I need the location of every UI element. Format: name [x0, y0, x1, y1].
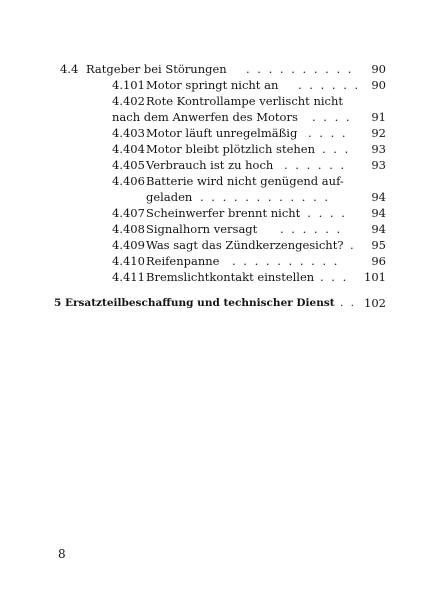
- entry-title: Bremslichtkontakt einstellen: [146, 270, 315, 284]
- entry-number: 4.404: [112, 142, 145, 156]
- entry-number: 4.101: [112, 78, 145, 92]
- page-number: 96: [371, 254, 386, 268]
- page-number: 94: [371, 206, 386, 220]
- page-number: 102: [364, 296, 386, 310]
- page-number: 95: [371, 238, 386, 252]
- leader-dots: . . . . . .: [280, 222, 343, 236]
- leader-dots: . . . . . .: [284, 158, 347, 172]
- leader-dots: .: [350, 238, 356, 252]
- entry-title-continued: nach dem Anwerfen des Motors: [112, 110, 298, 124]
- entry-title: Motor springt nicht an: [146, 78, 279, 92]
- page-number: 90: [371, 78, 386, 92]
- leader-dots: . . . . .: [296, 206, 347, 220]
- entry-number: 4.407: [112, 206, 145, 220]
- entry-title: Reifenpanne: [146, 254, 220, 268]
- entry-title: Motor läuft unregelmäßig: [146, 126, 298, 140]
- entry-number: 4.411: [112, 270, 145, 284]
- entry-number: 4.409: [112, 238, 145, 252]
- page-number: 91: [371, 110, 386, 124]
- entry-number: 4.406: [112, 174, 145, 188]
- leader-dots: . . .: [322, 142, 351, 156]
- section-title: 5 Ersatzteilbeschaffung und technischer Dienst: [54, 297, 335, 309]
- leader-dots: . . .: [320, 270, 349, 284]
- entry-title: Was sagt das Zündkerzengesicht?: [146, 238, 344, 252]
- leader-dots: . . . .: [312, 110, 352, 124]
- entry-number: 4.402: [112, 94, 145, 108]
- page-number: 94: [371, 190, 386, 204]
- leader-dots: . . . . . . . . . .: [246, 62, 354, 76]
- page-number: 101: [364, 270, 386, 284]
- entry-title: Scheinwerfer brennt nicht: [146, 206, 301, 220]
- leader-dots: . . . . . . . . . .: [232, 254, 340, 268]
- entry-number: 4.408: [112, 222, 145, 236]
- entry-title-continued: geladen: [146, 190, 193, 204]
- entry-number: 4.403: [112, 126, 145, 140]
- page-number: 94: [371, 222, 386, 236]
- entry-title: Batterie wird nicht genügend auf-: [146, 174, 344, 188]
- page-number: 92: [371, 126, 386, 140]
- entry-number: 4.410: [112, 254, 145, 268]
- entry-title: Verbrauch ist zu hoch: [146, 158, 274, 172]
- leader-dots: . . . . . .: [298, 78, 361, 92]
- entry-title: Motor bleibt plötzlich stehen: [146, 142, 316, 156]
- page-folio: 8: [58, 547, 66, 561]
- page-number: 90: [371, 62, 386, 76]
- leader-dots: . . . . . . . . . . . .: [200, 190, 331, 204]
- section-number: 4.4: [60, 62, 79, 76]
- section-title: Ratgeber bei Störungen: [86, 62, 227, 76]
- entry-number: 4.405: [112, 158, 145, 172]
- entry-title: Rote Kontrollampe verlischt nicht: [146, 94, 343, 108]
- entry-title: Signalhorn versagt: [146, 222, 258, 236]
- page-number: 93: [371, 142, 386, 156]
- page-number: 93: [371, 158, 386, 172]
- leader-dots: . .: [340, 297, 357, 309]
- leader-dots: . . . .: [308, 126, 348, 140]
